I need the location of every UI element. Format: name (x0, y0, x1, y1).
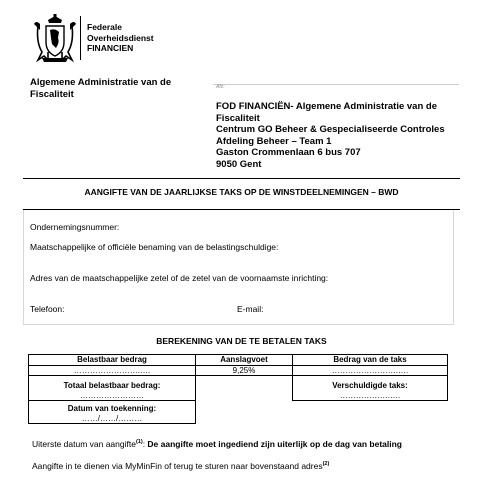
address-field[interactable]: Adres van de maatschappelijke zetel of de zetel van de voornaamste inrichting: (30, 273, 329, 283)
address-box-line (213, 84, 459, 85)
footnote-ref-2: (2) (322, 461, 330, 468)
recipient-address (216, 101, 466, 170)
org-line-2: Overheidsdienst (87, 32, 154, 43)
header-tax-amount: Bedrag van de taks (293, 355, 448, 366)
phone-field[interactable]: Telefoon: (30, 304, 65, 314)
address-line-3: Afdeling Beheer – Team 1 (216, 135, 332, 147)
address-line-2: Centrum GO Beheer & Gespecialiseerde Controles (216, 124, 445, 135)
org-line-3: FINANCIEN (87, 43, 134, 53)
form-title: AANGIFTE VAN DE JAARLIJKSE TAKS OP DE WINSTDEELNEMINGEN – BWD (84, 187, 399, 197)
total-taxable-cell (29, 376, 196, 401)
enterprise-number-field[interactable]: Ondernemingsnummer: (30, 222, 120, 232)
tax-due-input[interactable]: ……………….…. (339, 390, 401, 400)
deadline-label: Uiterste datum van aangifte (32, 439, 136, 449)
top-rule (23, 178, 460, 179)
empty-cell (293, 401, 448, 424)
table-row (29, 376, 448, 401)
table-row (29, 365, 448, 376)
header-taxable-amount: Belastbaar bedrag (29, 355, 196, 366)
org-line-1: Federale (87, 22, 122, 32)
grant-date-cell (29, 401, 196, 424)
calculation-title: BEREKENING VAN DE TE BETALEN TAKS (156, 336, 327, 346)
total-taxable-label: Totaal belastbaar bedrag: (63, 381, 161, 390)
grant-date-input[interactable]: ……/……/……… (81, 413, 143, 423)
tax-due-label: Verschuldigde taks: (332, 381, 408, 390)
coat-of-arms-logo (30, 14, 80, 64)
email-field[interactable]: E-mail: (237, 304, 264, 314)
table-row (29, 401, 448, 424)
table-row (29, 355, 448, 366)
tax-due-cell (293, 376, 448, 401)
empty-cell (196, 376, 293, 401)
tax-amount-input[interactable]: …………………….…. (293, 365, 448, 376)
deadline-text: De aangifte moet ingediend zijn uiterlijk op de dag van betaling (147, 439, 402, 449)
name-field[interactable]: Maatschappelijke of officiële benaming van de belastingschuldige: (30, 242, 279, 252)
grant-date-label: Datum van toekenning: (67, 404, 157, 413)
organization-name (87, 22, 154, 54)
taxable-amount-input[interactable]: …………………….…. (29, 365, 196, 376)
tax-calculation-table (28, 354, 448, 424)
address-line-1: FOD FINANCIËN- Algemene Administratie van de Fiscaliteit (216, 101, 437, 124)
total-taxable-input[interactable]: …………………… (80, 390, 144, 400)
address-line-4: Gaston Crommenlaan 6 bus 707 (216, 147, 361, 158)
footnote-ref-1: (1) (135, 439, 143, 446)
submission-text: Aangifte in te dienen via MyMinFin of terug te sturen naar bovenstaand adres (32, 461, 323, 471)
deadline-note: Uiterste datum van aangifte$^{(1)}$: De aangifte moet ingediend zijn uiterlijk op de dag van betaling (32, 439, 402, 449)
submission-note (32, 461, 329, 471)
logo-separator (80, 16, 81, 60)
rate-value: 9,25% (196, 365, 293, 376)
address-line-5: 9050 Gent (216, 158, 262, 170)
sender-label: Afz: (216, 84, 225, 90)
header-rate: Aanslagvoet (196, 355, 293, 366)
empty-cell (196, 401, 293, 424)
administration-name: Algemene Administratie van de Fiscaliteit (30, 77, 172, 100)
